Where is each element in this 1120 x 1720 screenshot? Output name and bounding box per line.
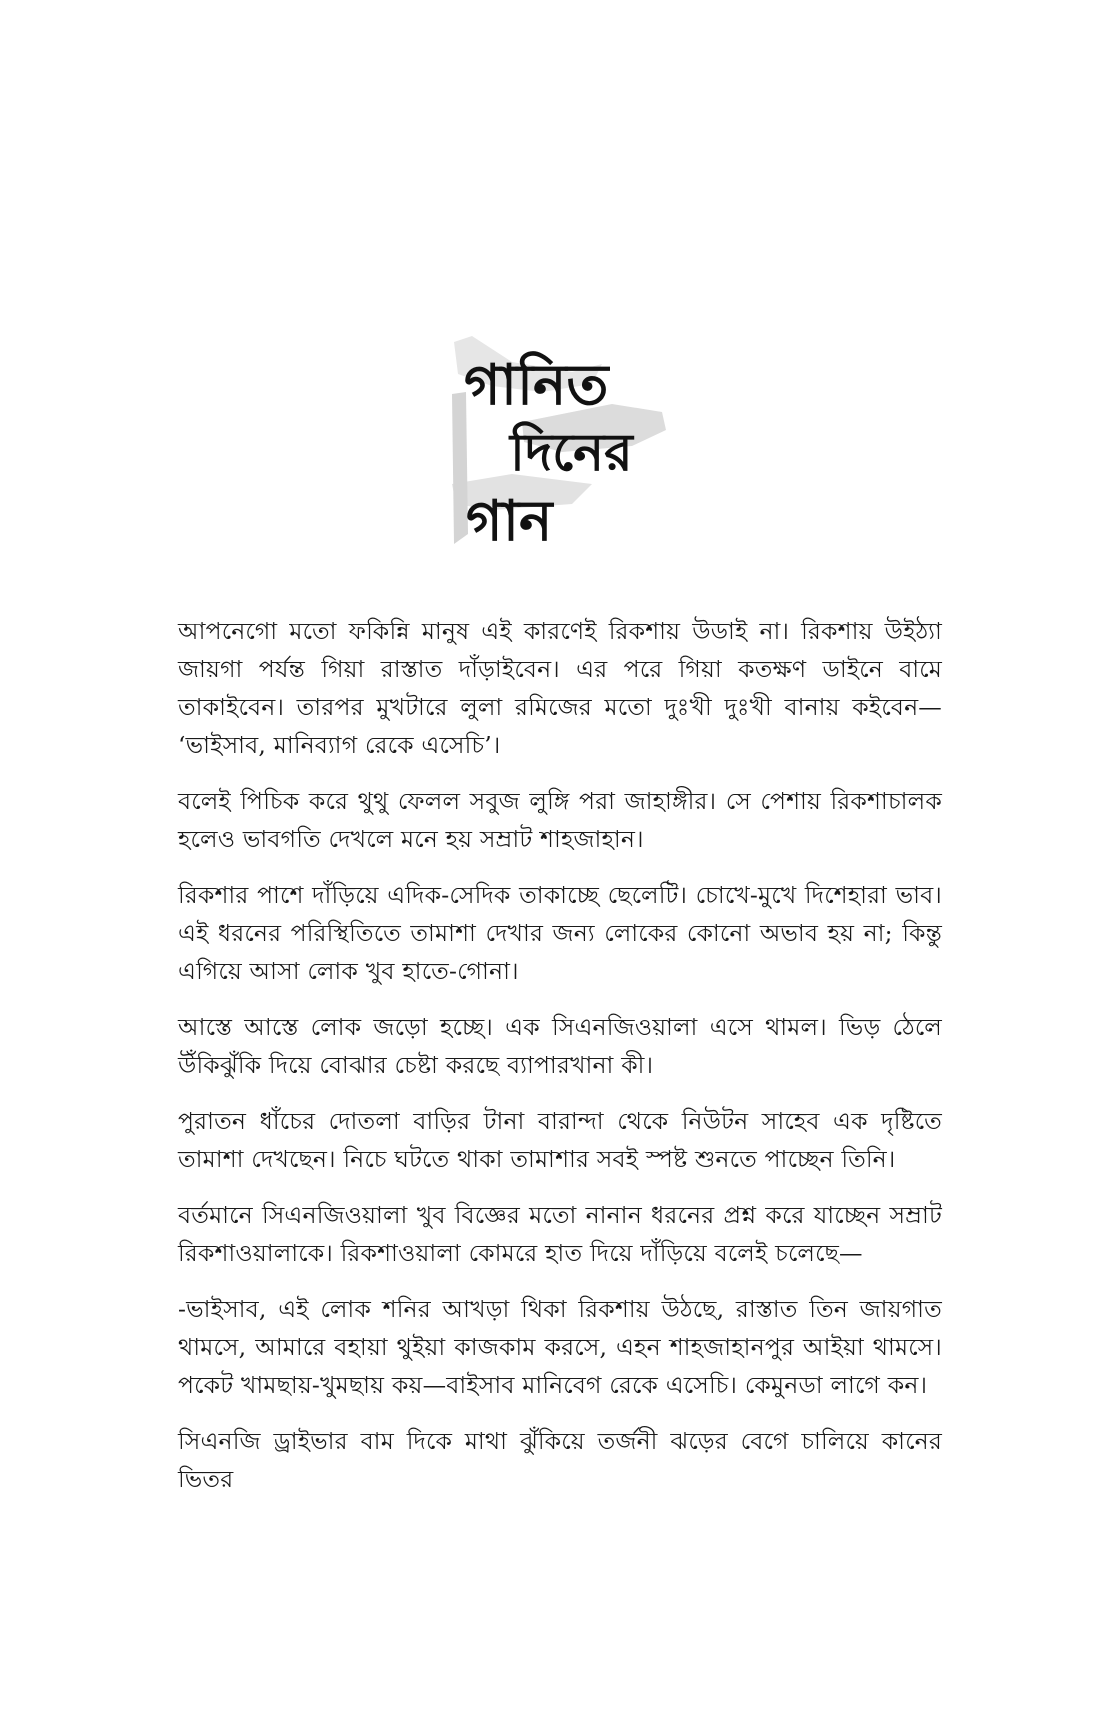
paragraph: বর্তমানে সিএনজিওয়ালা খুব বিজ্ঞের মতো নানান ধরনের প্রশ্ন করে যাচ্ছেন সম্রাট রিকশাওয়ালাকে। রিকশাওয়ালা কোমরে হাত দিয়ে দাঁড়িয়ে বলেই চলেছে— — [178, 1201, 942, 1267]
paragraph: আস্তে আস্তে লোক জড়ো হচ্ছে। এক সিএনজিওয়ালা এসে থামল। ভিড় ঠেলে উঁকিঝুঁকি দিয়ে বোঝার চেষ্টা করছে ব্যাপারখানা কী। — [178, 1013, 942, 1079]
title-line-2: দিনের — [510, 423, 633, 483]
paragraph: -ভাইসাব, এই লোক শনির আখড়া থিকা রিকশায় উঠছে, রাস্তাত তিন জায়গাত থামসে, আমারে বহায়া থুইয়া কাজকাম করসে, এহন শাহজাহানপুর আইয়া থামসে। পকেট খামছায়-খুমছায় কয়—বাইসাব মানিবেগ রেকে এসেচি। কেমুনডা লাগে কন। — [178, 1295, 942, 1399]
paragraph: পুরাতন ধাঁচের দোতলা বাড়ির টানা বারান্দা থেকে নিউটন সাহেব এক দৃষ্টিতে তামাশা দেখছেন। নিচে ঘটতে থাকা তামাশার সবই স্পষ্ট শুনতে পাচ্ছেন তিনি। — [178, 1107, 942, 1173]
chapter-title-artwork — [452, 334, 674, 554]
chapter-body — [178, 612, 942, 1516]
title-line-1: গানিত — [464, 353, 609, 418]
paragraph: আপনেগো মতো ফকিন্নি মানুষ এই কারণেই রিকশায় উডাই না। রিকশায় উইঠ্যা জায়গা পর্যন্ত গিয়া রাস্তাত দাঁড়াইবেন। এর পরে গিয়া কতক্ষণ ডাইনে বামে তাকাইবেন। তারপর মুখটারে লুলা রমিজের মতো দুঃখী দুঃখী বানায় কইবেন— ‘ভাইসাব, মানিব্যাগ রেকে এসেচি’। — [178, 617, 942, 759]
paragraph: রিকশার পাশে দাঁড়িয়ে এদিক-সেদিক তাকাচ্ছে ছেলেটি। চোখে-মুখে দিশেহারা ভাব। এই ধরনের পরিস্থিতিতে তামাশা দেখার জন্য লোকের কোনো অভাব হয় না; কিন্তু এগিয়ে আসা লোক খুব হাতে-গোনা। — [178, 881, 942, 985]
title-line-3: গান — [466, 489, 553, 554]
chapter-title-logo — [452, 334, 674, 554]
paragraph: বলেই পিচিক করে থুথু ফেলল সবুজ লুঙ্গি পরা জাহাঙ্গীর। সে পেশায় রিকশাচালক হলেও ভাবগতি দেখলে মনে হয় সম্রাট শাহজাহান। — [178, 787, 942, 853]
paragraph: সিএনজি ড্রাইভার বাম দিকে মাথা ঝুঁকিয়ে তর্জনী ঝড়ের বেগে চালিয়ে কানের ভিতর — [178, 1427, 942, 1493]
